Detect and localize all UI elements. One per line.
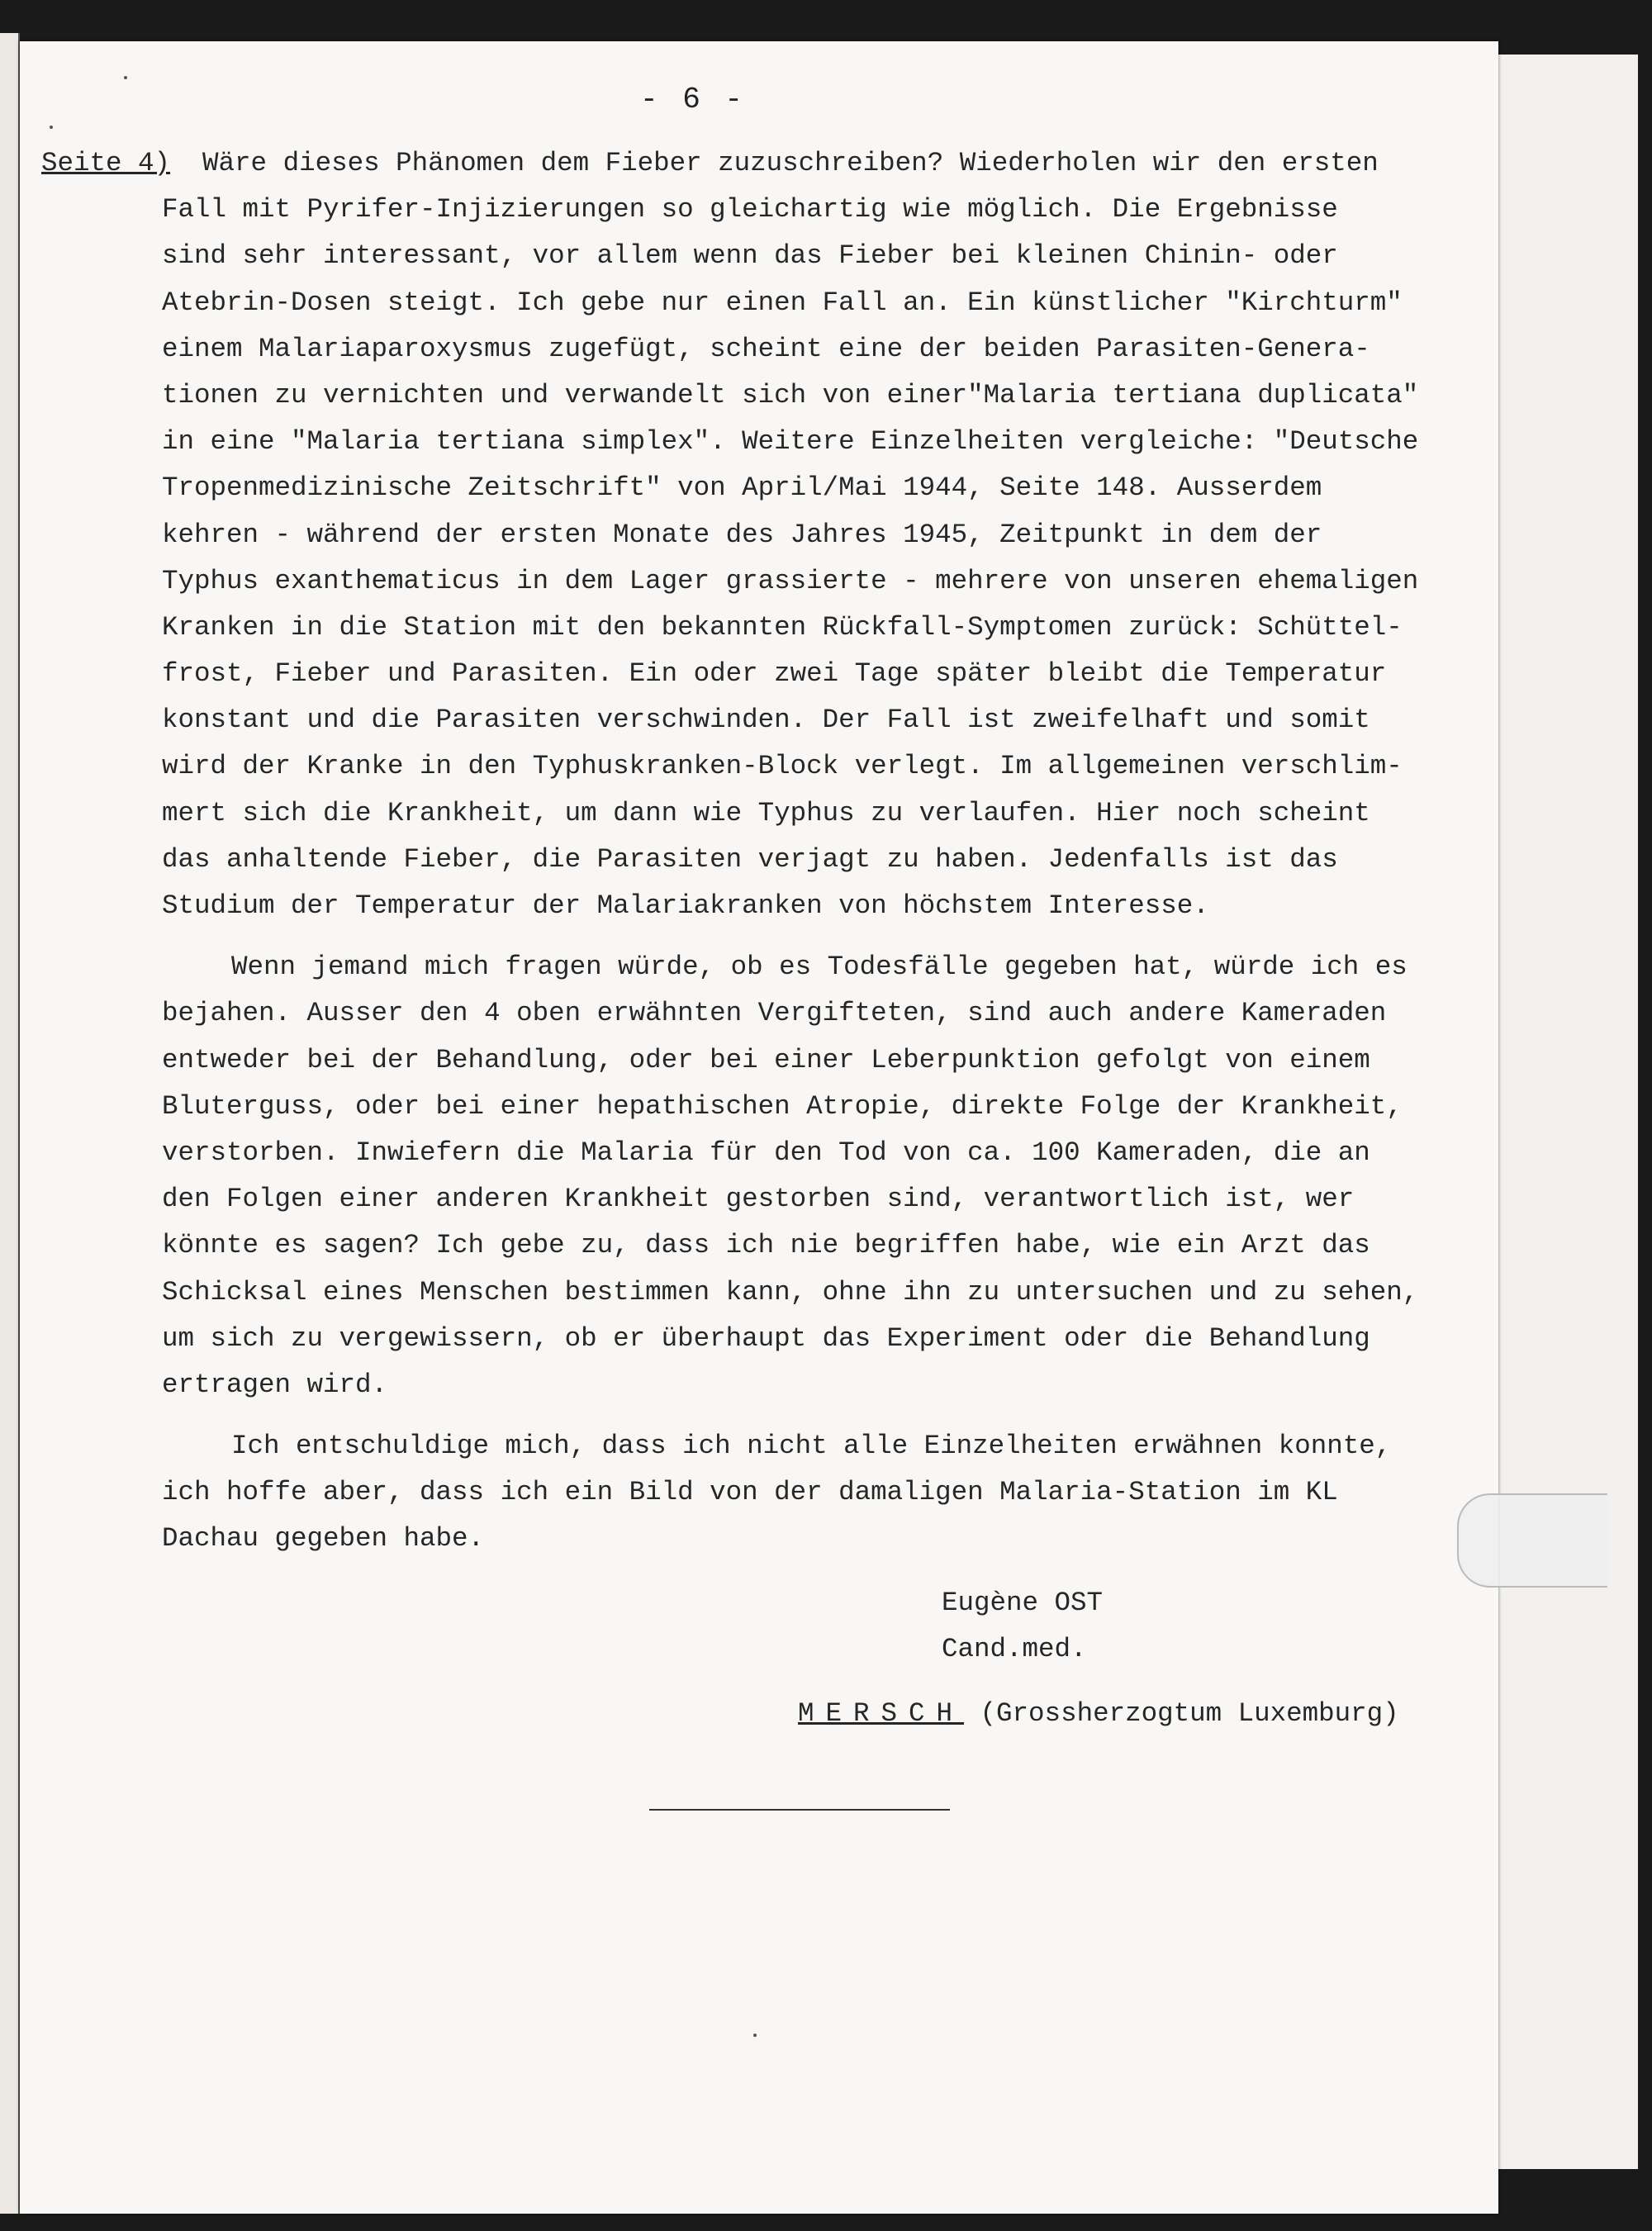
text-line: entweder bei der Behandlung, oder bei einer Leberpunktion gefolgt von einem: [162, 1044, 1370, 1075]
text-line: mert sich die Krankheit, um dann wie Typhus zu verlaufen. Hier noch scheint: [162, 797, 1370, 828]
text-line: Atebrin-Dosen steigt. Ich gebe nur einen Fall an. Ein künstlicher "Kirchturm": [162, 287, 1403, 318]
text-line: konstant und die Parasiten verschwinden. Der Fall ist zweifelhaft und somit: [162, 705, 1370, 736]
text-line: Bluterguss, oder bei einer hepathischen Atropie, direkte Folge der Krankheit,: [162, 1090, 1403, 1122]
text-line: Dachau gegeben habe.: [162, 1523, 485, 1555]
text-line: [41, 140, 1446, 187]
text-line: einem Malariaparoxysmus zugefügt, scheint eine der beiden Parasiten-Genera-: [162, 333, 1370, 364]
document-body: [41, 140, 1446, 1563]
text-line: bejahen. Ausser den 4 oben erwähnten Vergifteten, sind auch andere Kameraden: [162, 998, 1387, 1029]
text-line: um sich zu vergewissern, ob er überhaupt das Experiment oder die Behandlung: [162, 1322, 1370, 1354]
text-line: Fall mit Pyrifer-Injizierungen so gleichartig wie möglich. Die Ergebnisse: [162, 194, 1338, 225]
paper-speck: [753, 2034, 757, 2037]
text-line: Schicksal eines Menschen bestimmen kann, ohne ihn zu untersuchen und zu sehen,: [162, 1276, 1419, 1308]
signature-city: MERSCH: [798, 1698, 965, 1729]
text-line: Typhus exanthematicus in dem Lager grassierte - mehrere von unseren ehemaligen: [162, 565, 1419, 596]
text-line: sind sehr interessant, vor allem wenn das Fieber bei kleinen Chinin- oder: [162, 240, 1338, 272]
paper-speck: [50, 126, 53, 129]
text-line: verstorben. Inwiefern die Malaria für den Tod von ca. 100 Kameraden, die an: [162, 1137, 1370, 1168]
text-line: kehren - während der ersten Monate des Jahres 1945, Zeitpunkt in dem der: [162, 519, 1322, 550]
text-line: Tropenmedizinische Zeitschrift" von April/Mai 1944, Seite 148. Ausserdem: [162, 472, 1322, 504]
text-line: Studium der Temperatur der Malariakranken von höchstem Interesse.: [162, 890, 1209, 921]
text-line: frost, Fieber und Parasiten. Ein oder zwei Tage später bleibt die Temperatur: [162, 658, 1387, 690]
paragraph-3: [41, 1423, 1446, 1563]
page-number: - 6 -: [640, 83, 747, 116]
closing-rule: [649, 1809, 950, 1811]
text-line: das anhaltende Fieber, die Parasiten verjagt zu haben. Jedenfalls ist das: [162, 843, 1338, 875]
text-line: den Folgen einer anderen Krankheit gestorben sind, verantwortlich ist, wer: [162, 1184, 1355, 1215]
text-line-content: Wäre dieses Phänomen dem Fieber zuzuschreiben? Wiederholen wir den ersten: [202, 148, 1379, 178]
signature-title: Cand.med.: [942, 1634, 1087, 1664]
text-line: wird der Kranke in den Typhuskranken-Block verlegt. Im allgemeinen verschlim-: [162, 751, 1403, 782]
text-line: ertragen wird.: [162, 1369, 388, 1400]
paragraph-1: [41, 140, 1446, 929]
text-line: Kranken in die Station mit den bekannten Rückfall-Symptomen zurück: Schüttel-: [162, 611, 1403, 643]
page-reference-label: Seite 4): [41, 148, 171, 178]
text-line: könnte es sagen? Ich gebe zu, dass ich nie begriffen habe, wie ein Arzt das: [162, 1230, 1370, 1261]
previous-page-edge: [0, 33, 20, 2214]
text-line: in eine "Malaria tertiana simplex". Weitere Einzelheiten vergleiche: "Deutsche: [162, 426, 1419, 458]
text-line: Ich entschuldige mich, dass ich nicht alle Einzelheiten erwähnen konnte,: [231, 1431, 1392, 1462]
signature-country: (Grossherzogtum Luxemburg): [980, 1698, 1399, 1729]
text-line: Wenn jemand mich fragen würde, ob es Todesfälle gegeben hat, würde ich es: [231, 952, 1408, 983]
paper-speck: [124, 76, 127, 79]
text-line: tionen zu vernichten und verwandelt sich von einer"Malaria tertiana duplicata": [162, 379, 1419, 411]
folder-tab: [1457, 1493, 1607, 1588]
signature-name: Eugène OST: [942, 1588, 1104, 1618]
paragraph-2: [41, 944, 1446, 1408]
text-line: ich hoffe aber, dass ich ein Bild von der damaligen Malaria-Station im KL: [162, 1477, 1338, 1508]
signature-location: [798, 1698, 1399, 1729]
